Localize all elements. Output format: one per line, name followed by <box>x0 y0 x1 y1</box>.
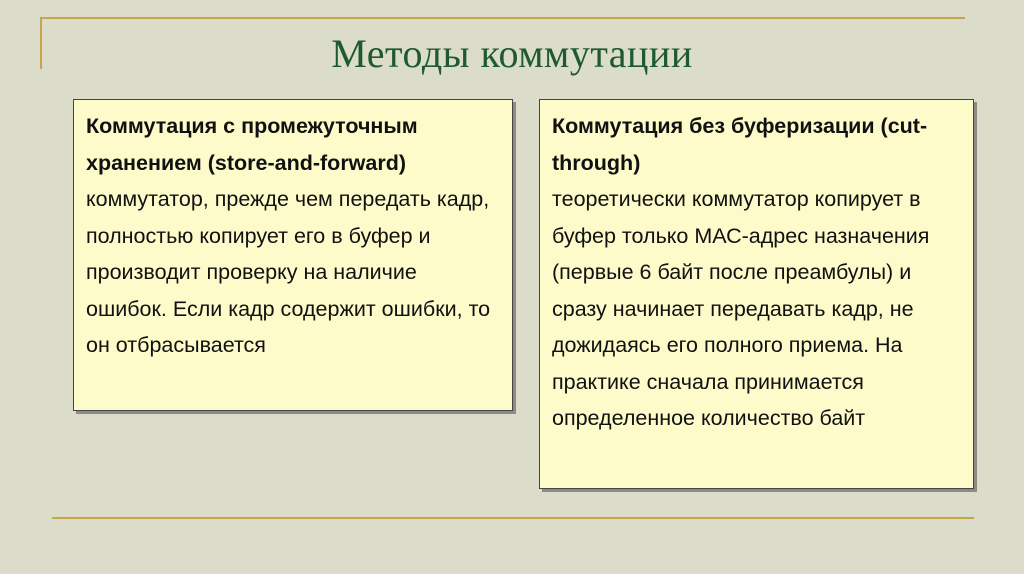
store-and-forward-card <box>73 99 513 411</box>
slide-title: Методы коммутации <box>331 31 693 76</box>
store-and-forward-heading: Коммутация с промежуточным хранением (store-and-forward) <box>86 114 418 175</box>
store-and-forward-body: коммутатор, прежде чем передать кадр, полностью копирует его в буфер и производит проверку на наличие ошибок. Если кадр содержит ошибки, то он отбрасывается <box>86 187 491 357</box>
cut-through-body: теоретически коммутатор копирует в буфер только МАС-адрес назначения (первые 6 байт после преамбулы) и сразу начинает передавать кадр, не дожидаясь его полного приема. На практике сначала принимается определенное количество байт <box>552 187 930 430</box>
cut-through-heading: Коммутация без буферизации (cut-through) <box>552 114 928 175</box>
bottom-rule <box>52 517 974 519</box>
top-rule <box>40 17 965 19</box>
cut-through-card <box>539 99 974 489</box>
